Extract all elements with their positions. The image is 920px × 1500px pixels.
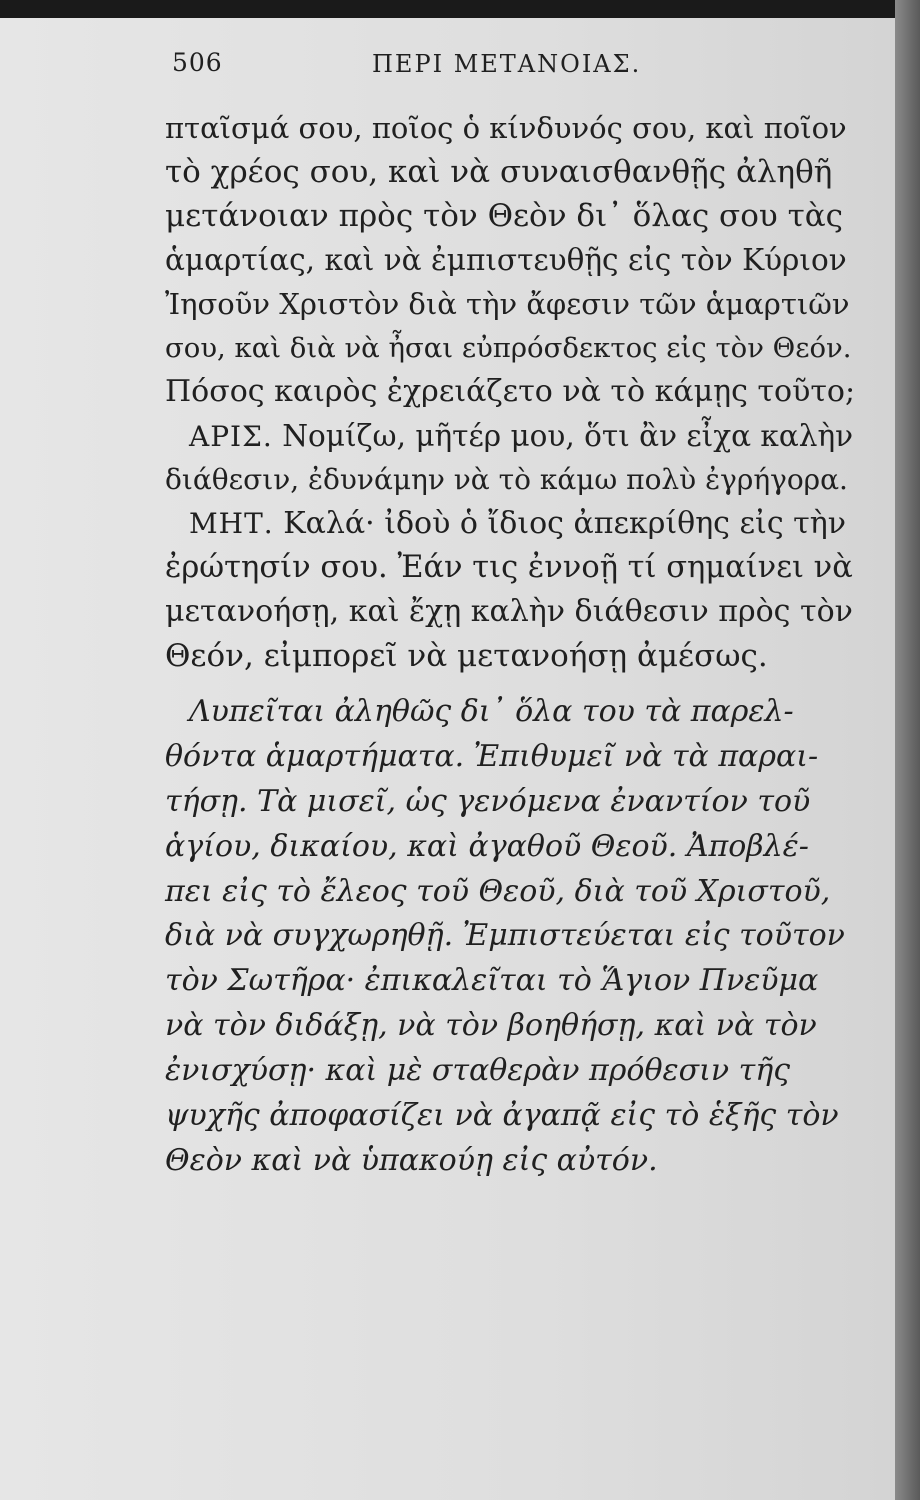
running-head: ΠΕΡΙ ΜΕΤΑΝΟΙΑΣ. <box>372 50 642 78</box>
italic-paragraph <box>165 690 855 1184</box>
text-line: Πόσος καιρὸς ἐχρειάζετο νὰ τὸ κάμῃς τοῦτο; <box>165 374 856 409</box>
page-edge-shadow <box>895 0 920 1500</box>
text-line: ἁμαρτίας, καὶ νὰ ἐμπιστευθῇς εἰς τὸν Κύριον <box>165 243 847 277</box>
italic-line: τὸν Σωτῆρα· ἐπικαλεῖται τὸ Ἅγιον Πνεῦμα <box>165 963 819 999</box>
dialogue-first-line <box>165 502 855 546</box>
paragraph-1 <box>165 106 855 414</box>
text-line: τὸ χρέος σου, καὶ νὰ συναισθανθῇς ἀληθῆ <box>165 154 833 190</box>
body-text <box>165 106 855 1184</box>
text-line: πταῖσμά σου, ποῖος ὁ κίνδυνός σου, καὶ ποῖον <box>165 111 847 145</box>
page-number: 506 <box>172 48 223 77</box>
text-line: Ἰησοῦν Χριστὸν διὰ τὴν ἄφεσιν τῶν ἁμαρτιῶν <box>165 287 850 321</box>
italic-line: νὰ τὸν διδάξῃ, νὰ τὸν βοηθήσῃ, καὶ νὰ τὸν <box>165 1008 817 1044</box>
speaker-label: ΑΡΙΣ. <box>189 420 273 453</box>
dialogue-aris <box>165 414 855 502</box>
speaker-label: ΜΗΤ. <box>189 507 274 540</box>
dialogue-text: Νομίζω, μῆτέρ μου, ὅτι ἂν εἶχα καλὴν <box>282 419 854 453</box>
dialogue-text: Καλά· ἰδοὺ ὁ ἴδιος ἀπεκρίθης εἰς τὴν <box>283 506 846 541</box>
italic-line: ψυχῆς ἀποφασίζει νὰ ἀγαπᾷ εἰς τὸ ἑξῆς τὸν <box>165 1098 839 1134</box>
text-line: σου, καὶ διὰ νὰ ἦσαι εὐπρόσδεκτος εἰς τὸν Θεόν. <box>165 332 852 364</box>
page-header <box>172 48 852 88</box>
italic-line: Θεὸν καὶ νὰ ὑπακούῃ εἰς αὐτόν. <box>165 1142 658 1178</box>
book-page <box>0 18 895 1500</box>
text-line: διάθεσιν, ἐδυνάμην νὰ τὸ κάμω πολὺ ἐγρήγορα. <box>165 463 848 496</box>
dialogue-mit <box>165 502 855 678</box>
italic-line: ἁγίου, δικαίου, καὶ ἀγαθοῦ Θεοῦ. Ἀποβλέ- <box>165 828 809 864</box>
italic-line: Λυπεῖται ἀληθῶς δι᾽ ὅλα του τὰ παρελ- <box>189 694 794 729</box>
italic-line: πει εἰς τὸ ἔλεος τοῦ Θεοῦ, διὰ τοῦ Χριστοῦ, <box>165 873 831 909</box>
italic-line: θόντα ἁμαρτήματα. Ἐπιθυμεῖ νὰ τὰ παραι- <box>165 738 819 774</box>
dialogue-first-line <box>165 414 855 458</box>
text-line: μετάνοιαν πρὸς τὸν Θεὸν δι᾽ ὅλας σου τὰς <box>165 198 844 234</box>
italic-line: διὰ νὰ συγχωρηθῇ. Ἐμπιστεύεται εἰς τοῦτον <box>165 918 845 954</box>
text-line: Θεόν, εἰμπορεῖ νὰ μετανοήσῃ ἀμέσως. <box>165 638 768 674</box>
italic-line: τήσῃ. Τὰ μισεῖ, ὡς γενόμενα ἐναντίον τοῦ <box>165 783 811 819</box>
text-line: ἐρώτησίν σου. Ἐάν τις ἐννοῇ τί σημαίνει νὰ <box>165 550 853 585</box>
italic-line: ἐνισχύσῃ· καὶ μὲ σταθερὰν πρόθεσιν τῆς <box>165 1053 791 1089</box>
text-line: μετανοήσῃ, καὶ ἔχῃ καλὴν διάθεσιν πρὸς τὸν <box>165 594 853 629</box>
